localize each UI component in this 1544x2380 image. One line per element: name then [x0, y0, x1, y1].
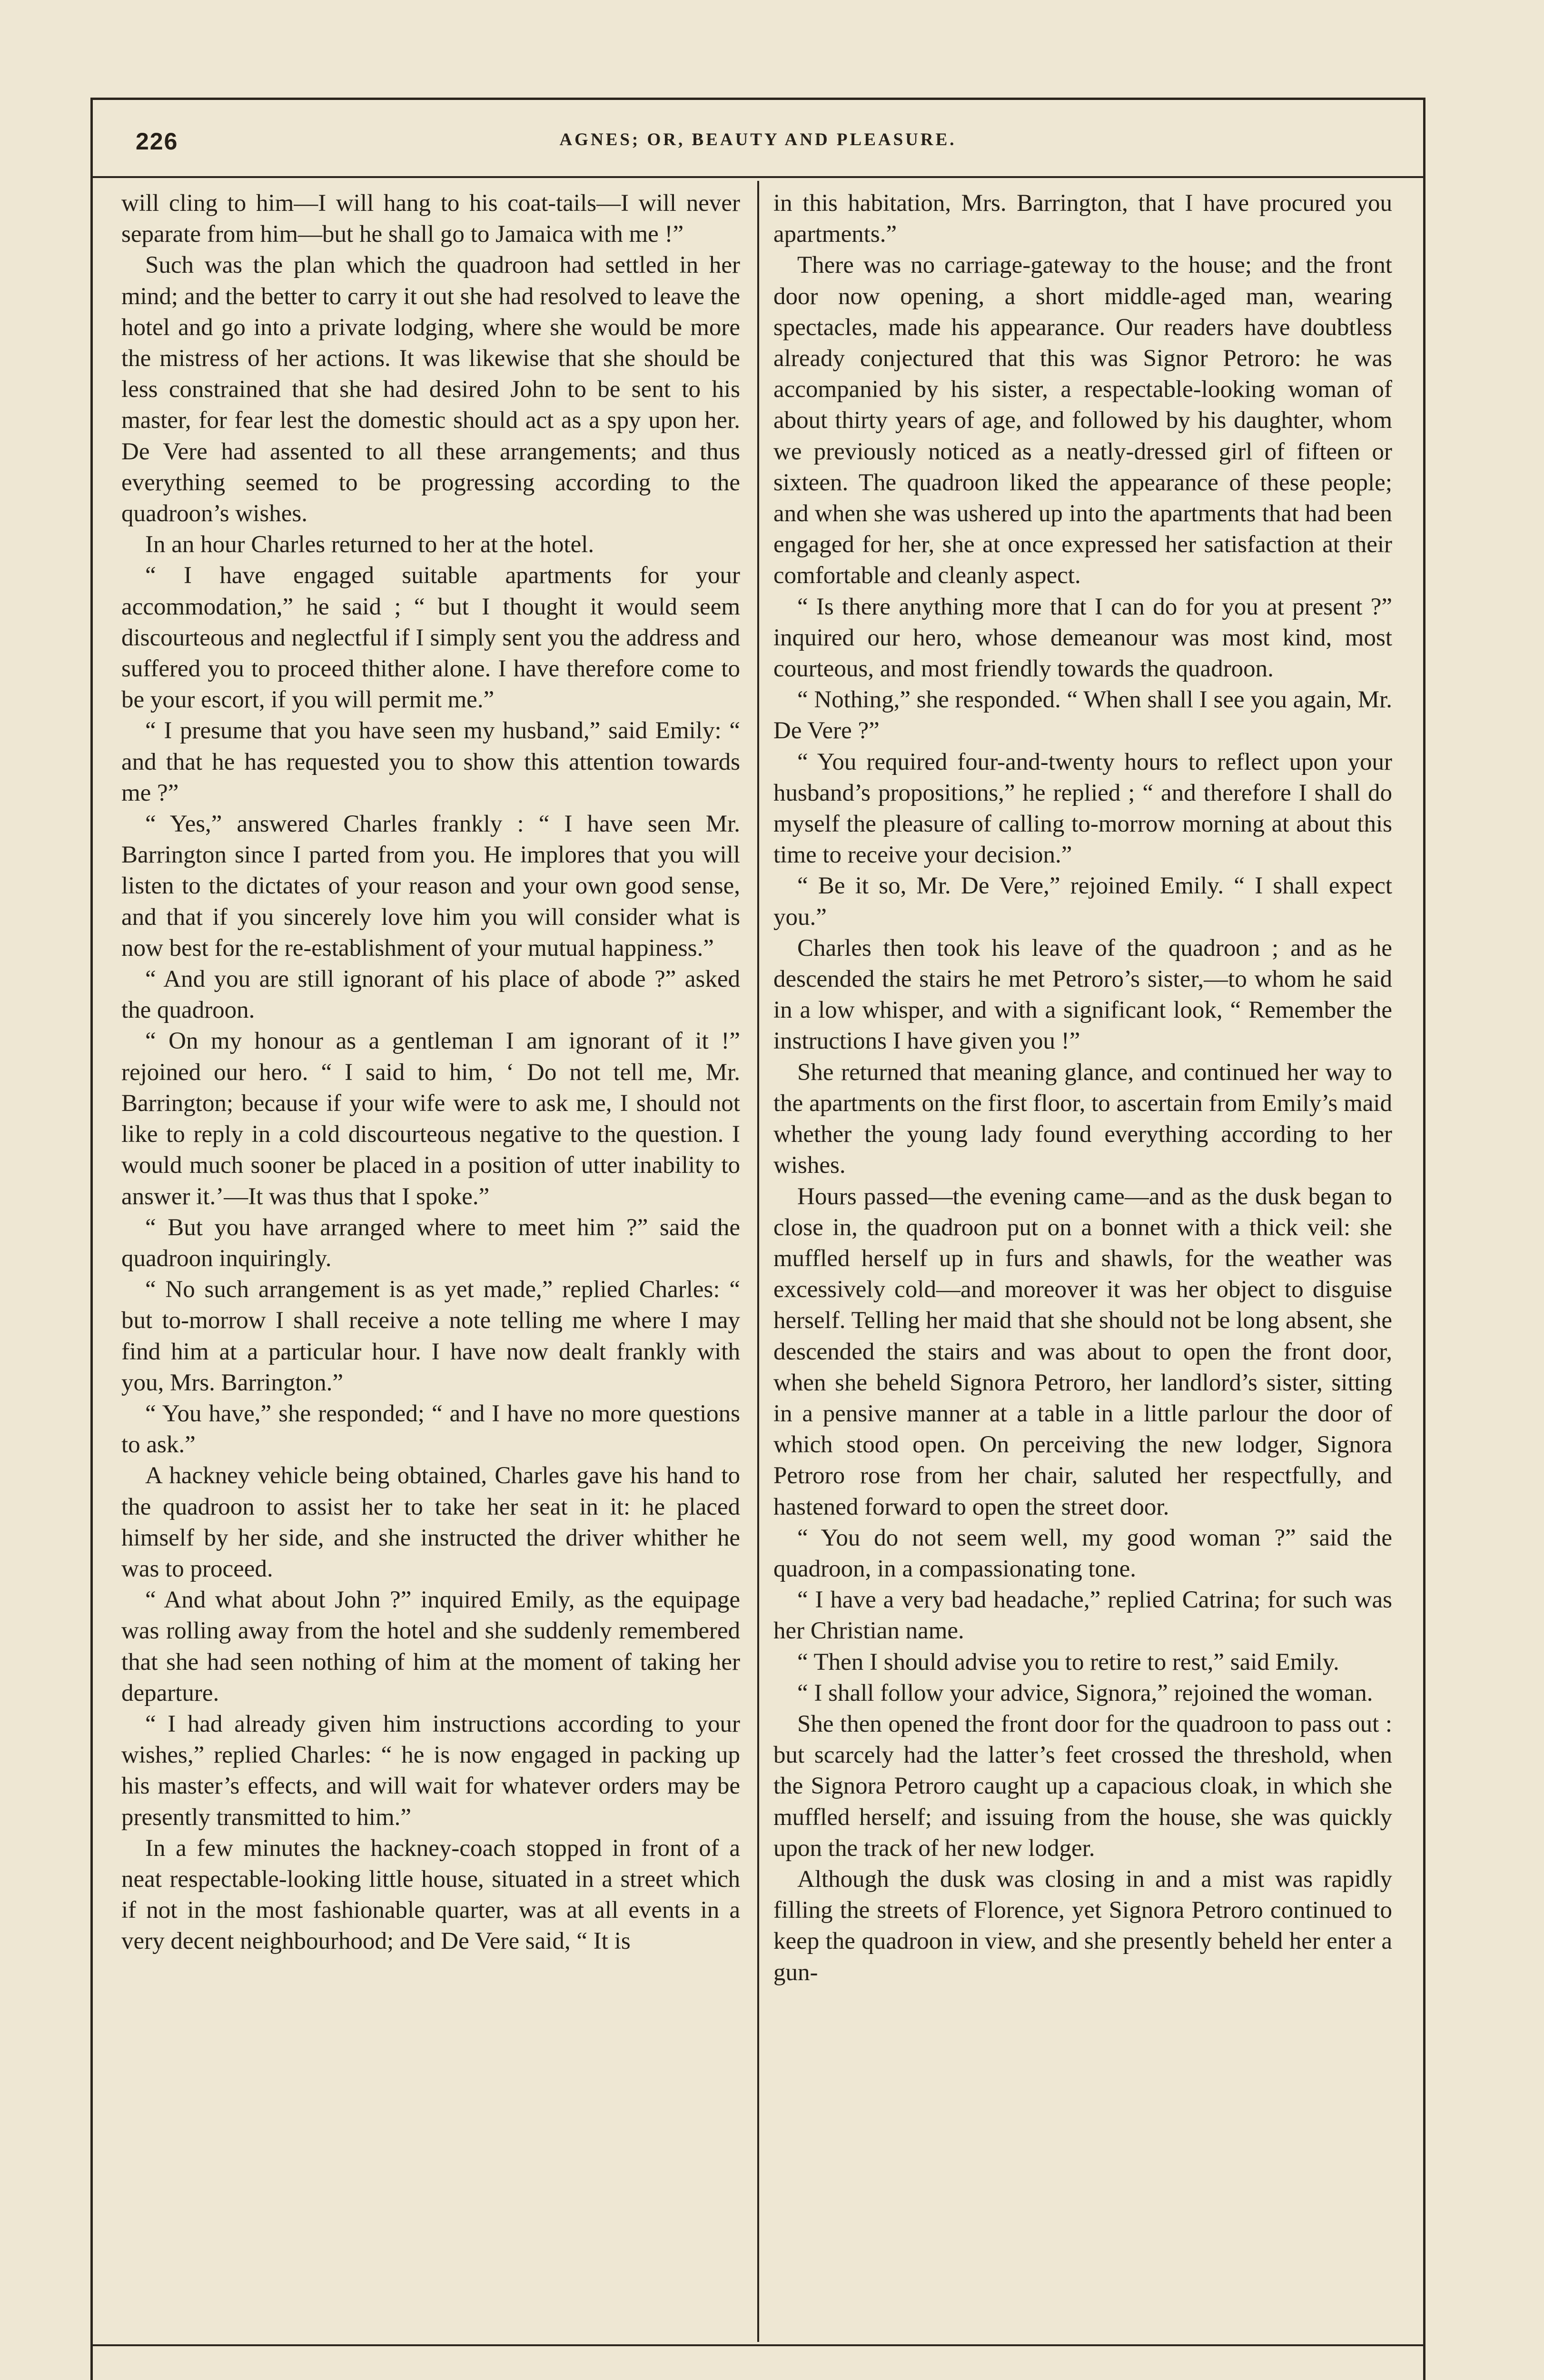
- paragraph: “ I had already given him instructions according to your wishes,” replied Charles: “ he is now engaged in packing up his master’s effects, and will wait for whatever orders may be presently transmitted to him.”: [121, 1710, 740, 1831]
- paragraph: Charles then took his leave of the quadroon ; and as he descended the stairs he met Petroro’s sister,—to whom he said in a low whisper, and with a significant look, “ Remember the instructions I have given you !”: [773, 934, 1392, 1055]
- paragraph: “ But you have arranged where to meet him ?” said the quadroon inquiringly.: [121, 1214, 740, 1272]
- paragraph: In a few minutes the hackney-coach stopped in front of a neat respectable-looking little house, situated in a street which if not in the most fashionable quarter, was at all events in a very decent neighbourhood; and De Vere said, “ It is: [121, 1835, 740, 1955]
- paragraph: “ I have engaged suitable apartments for your accommodation,” he said ; “ but I thought it would seem discourteous and neglectful if I simply sent you the address and suffered you to proceed thither alone. I have therefore come to be your escort, if you will permit me.”: [121, 562, 740, 714]
- paragraph: “ On my honour as a gentleman I am ignorant of it !” rejoined our hero. “ I said to him, ‘ Do not tell me, Mr. Barrington; because if your wife were to ask me, I should not like to reply in a cold discourteous negative to the question. I would much sooner be placed in a position of utter inability to answer it.’—It was thus that I spoke.”: [121, 1028, 740, 1210]
- paragraph: will cling to him—I will hang to his coat-tails—I will never separate from him—but he shall go to Jamaica with me !”: [121, 190, 740, 248]
- page-number: 226: [136, 128, 178, 155]
- paragraph: “ I shall follow your advice, Signora,” rejoined the woman.: [797, 1679, 1373, 1706]
- paragraph: Hours passed—the evening came—and as the dusk began to close in, the quadroon put on a bonnet with a thick veil: she muffled herself up in furs and shawls, for the weather was excessively cold—and moreover it was her object to disguise herself. Telling her maid that she should not be long absent, she descended the stairs and was about to open the front door, when she beheld Signora Petroro, her landlord’s sister, sitting in a pensive manner at a table in a little parlour the door of which stood open. On perceiving the new lodger, Signora Petroro rose from her chair, saluted her respectfully, and hastened forward to open the street door.: [773, 1183, 1392, 1520]
- paragraph: “ And what about John ?” inquired Emily, as the equipage was rolling away from the hotel and she suddenly remembered that she had seen nothing of him at the moment of taking her departure.: [121, 1587, 740, 1706]
- right-column: [773, 188, 1392, 2340]
- paragraph: Such was the plan which the quadroon had settled in her mind; and the better to carry it out she had resolved to leave the hotel and go into a private lodging, where she would be more the mistress of her actions. It was likewise that she should be less constrained that she had desired John to be sent to his master, for fear lest the domestic should act as a spy upon her. De Vere had assented to all these arrangements; and thus everything seemed to be progressing according to the quadroon’s wishes.: [121, 252, 740, 527]
- left-column: [121, 188, 740, 2340]
- paragraph: Although the dusk was closing in and a mist was rapidly filling the streets of Florence, yet Signora Petroro continued to keep the quadroon in view, and she presently beheld her enter a gun-: [773, 1865, 1392, 1986]
- running-title: AGNES; OR, BEAUTY AND PLEASURE.: [559, 130, 957, 149]
- paragraph: “ Be it so, Mr. De Vere,” rejoined Emily. “ I shall expect you.”: [773, 873, 1392, 931]
- paragraph: She returned that meaning glance, and continued her way to the apartments on the first floor, to ascertain from Emily’s maid whether the young lady found everything according to her wishes.: [773, 1059, 1392, 1179]
- paragraph: “ You have,” she responded; “ and I have no more questions to ask.”: [121, 1400, 740, 1458]
- paragraph: “ Nothing,” she responded. “ When shall I see you again, Mr. De Vere ?”: [773, 686, 1392, 744]
- paragraph: “ Then I should advise you to retire to rest,” said Emily.: [797, 1648, 1339, 1676]
- footer-rule: [90, 2344, 1425, 2346]
- paragraph: “ You do not seem well, my good woman ?” said the quadroon, in a compassionating tone.: [773, 1524, 1392, 1582]
- paragraph: A hackney vehicle being obtained, Charles gave his hand to the quadroon to assist her to take her seat in it: he placed himself by her side, and she instructed the driver whither he was to proceed.: [121, 1462, 740, 1582]
- paragraph: “ You required four-and-twenty hours to reflect upon your husband’s propositions,” he replied ; “ and therefore I shall do myself the pleasure of calling to-morrow morning at about this time to receive your decision.”: [773, 748, 1392, 869]
- paragraph: There was no carriage-gateway to the house; and the front door now opening, a short middle-aged man, wearing spectacles, made his appearance. Our readers have doubtless already conjectured that this was Signor Petroro: he was accompanied by his sister, a respectable-looking woman of about thirty years of age, and followed by his daughter, whom we previously noticed as a neatly-dressed girl of fifteen or sixteen. The quadroon liked the appearance of these people; and when she was ushered up into the apartments that had been engaged for her, she at once expressed her satisfaction at their comfortable and cleanly aspect.: [773, 252, 1392, 589]
- column-divider: [757, 181, 759, 2342]
- paragraph: in this habitation, Mrs. Barrington, that I have procured you apartments.”: [773, 190, 1392, 248]
- paragraph: “ I have a very bad headache,” replied Catrina; for such was her Christian name.: [773, 1587, 1392, 1645]
- page-header: [90, 119, 1425, 176]
- paragraph: “ Is there anything more that I can do for you at present ?” inquired our hero, whose demeanour was most kind, most courteous, and most friendly towards the quadroon.: [773, 593, 1392, 683]
- paragraph: “ I presume that you have seen my husband,” said Emily: “ and that he has requested you to show this attention towards me ?”: [121, 717, 740, 806]
- paragraph: She then opened the front door for the quadroon to pass out : but scarcely had the latter’s feet crossed the threshold, when the Signora Petroro caught up a capacious cloak, in which she muffled herself; and issuing from the house, she was quickly upon the track of her new lodger.: [773, 1710, 1392, 1862]
- header-rule: [90, 176, 1425, 178]
- paragraph: “ Yes,” answered Charles frankly : “ I have seen Mr. Barrington since I parted from you. He implores that you will listen to the dictates of your reason and your own good sense, and that if you sincerely love him you will consider what is now best for the re-establishment of your mutual happiness.”: [121, 811, 740, 962]
- paragraph: In an hour Charles returned to her at the hotel.: [145, 531, 594, 558]
- paragraph: “ And you are still ignorant of his place of abode ?” asked the quadroon.: [121, 966, 740, 1024]
- paragraph: “ No such arrangement is as yet made,” replied Charles: “ but to-morrow I shall receive a note telling me where I may find him at a particular hour. I have now dealt frankly with you, Mrs. Barrington.”: [121, 1276, 740, 1396]
